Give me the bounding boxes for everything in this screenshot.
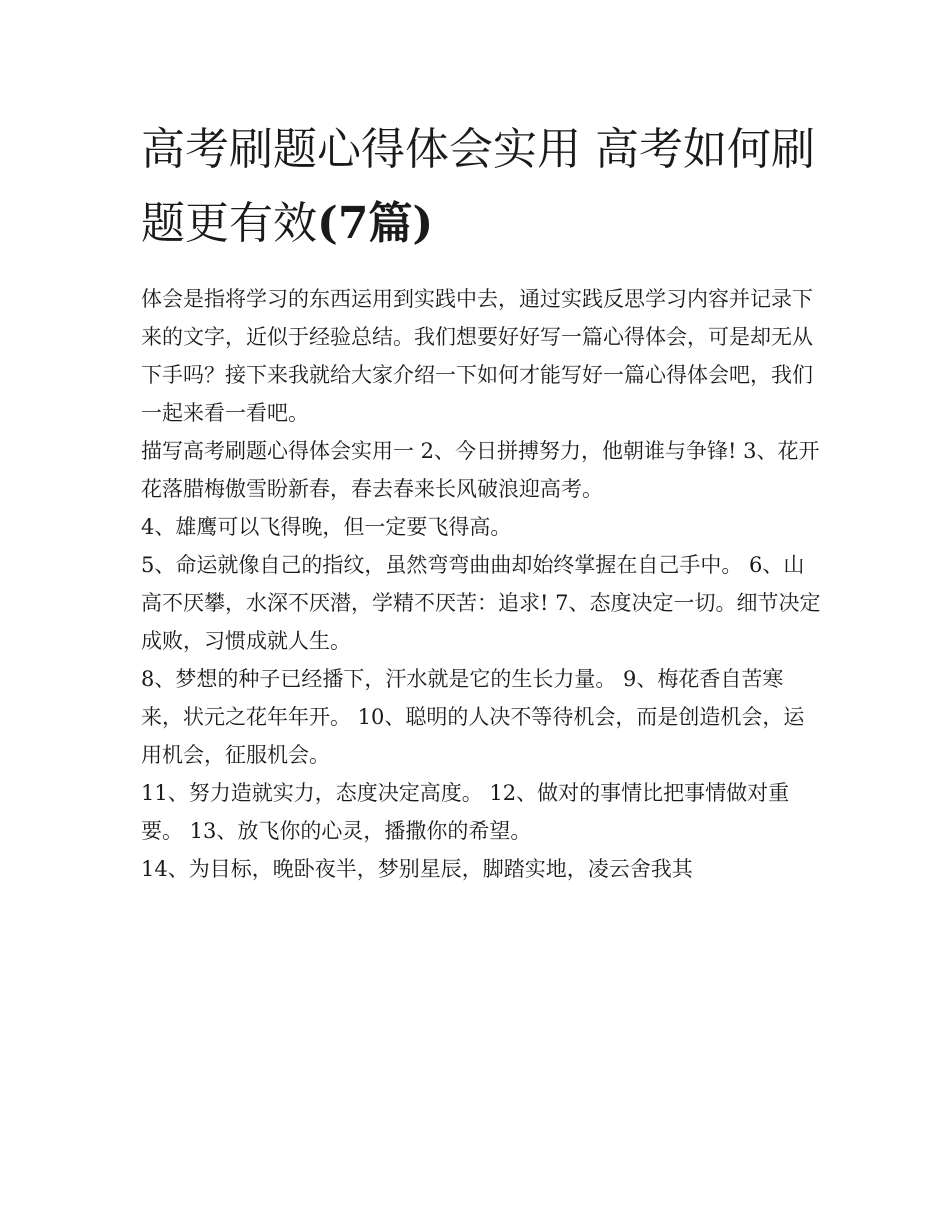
paragraph: 14、为目标，晚卧夜半，梦别星辰，脚踏实地，凌云舍我其: [141, 857, 693, 881]
paragraph: 描写高考刷题心得体会实用一 2、今日拼搏努力，他朝谁与争锋! 3、花开花落腊梅傲雪盼新春，春去春来长风破浪迎高考。: [141, 439, 820, 501]
document-title: [141, 113, 821, 261]
paragraph: 11、努力造就实力，态度决定高度。 12、做对的事情比把事情做对重要。 13、放飞你的心灵，播撒你的希望。: [141, 781, 790, 843]
paragraph-intro: 体会是指将学习的东西运用到实践中去，通过实践反思学习内容并记录下来的文字，近似于经验总结。我们想要好好写一篇心得体会，可是却无从下手吗？接下来我就给大家介绍一下如何才能写好一篇心得体会吧，我们一起来看一看吧。: [141, 287, 813, 425]
paragraph: 4、雄鹰可以飞得晚，但一定要飞得高。: [141, 515, 512, 539]
document-body: [141, 280, 821, 888]
title-main: 高考刷题心得体会实用 高考如何刷题更有效: [141, 124, 815, 249]
paragraph: 5、命运就像自己的指纹，虽然弯弯曲曲却始终掌握在自己手中。 6、山高不厌攀，水深不厌潜，学精不厌苦：追求! 7、态度决定一切。细节决定成败，习惯成就人生。: [141, 553, 821, 653]
title-count: (7篇): [317, 198, 434, 249]
paragraph: 8、梦想的种子已经播下，汗水就是它的生长力量。 9、梅花香自苦寒来，状元之花年年开。 10、聪明的人决不等待机会，而是创造机会，运用机会，征服机会。: [141, 667, 805, 767]
